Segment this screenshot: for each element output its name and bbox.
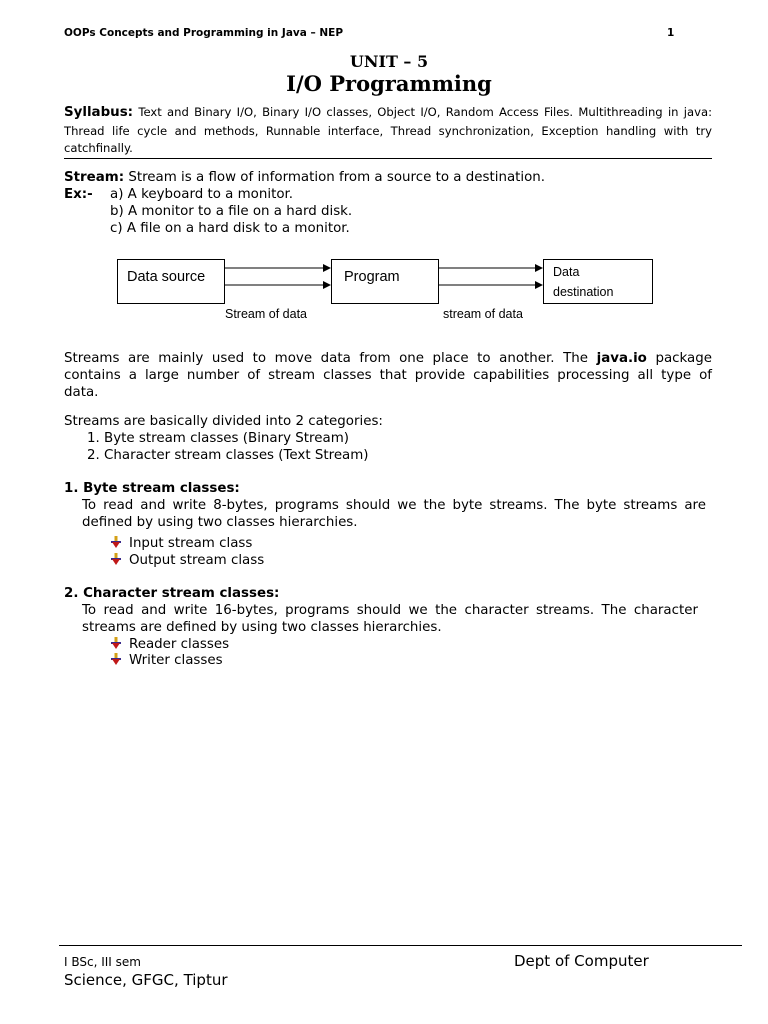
char-stream-line-2: streams are defined by using two classes hierarchies. xyxy=(82,620,442,635)
syllabus-line-1 xyxy=(64,104,712,121)
arrow-bullet-icon xyxy=(111,653,121,665)
byte-bullet-1 xyxy=(111,535,252,552)
p1-line1-post: package xyxy=(655,351,712,366)
categories-intro: Streams are basically divided into 2 categories: xyxy=(64,414,383,429)
stream-label: Stream: xyxy=(64,170,125,185)
java-io-term: java.io xyxy=(596,351,647,366)
category-item-2: 2. Character stream classes (Text Stream) xyxy=(87,448,369,463)
arrow-bullet-icon xyxy=(111,536,121,548)
footer-college: Science, GFGC, Tiptur xyxy=(64,971,228,989)
footer-course: I BSc, III sem xyxy=(64,955,141,969)
syllabus-text-1: Text and Binary I/O, Binary I/O classes, Object I/O, Random Access Files. Multithreading in java: xyxy=(138,105,712,119)
syllabus-label: Syllabus: xyxy=(64,105,134,120)
category-item-1: 1. Byte stream classes (Binary Stream) xyxy=(87,431,349,446)
byte-stream-line-1: To read and write 8-bytes, programs should we the byte streams. The byte streams are xyxy=(82,498,706,513)
destination-label-2: destination xyxy=(553,285,614,299)
footer-divider xyxy=(59,945,742,946)
page-number: 1 xyxy=(667,27,675,39)
char-bullet-1 xyxy=(111,636,229,653)
unit-number: UNIT – 5 xyxy=(349,52,429,71)
stream-diagram xyxy=(117,258,657,324)
program-label: Program xyxy=(344,269,400,285)
stream-definition xyxy=(64,169,545,186)
char-bullet-1-text: Reader classes xyxy=(129,637,230,652)
example-label: Ex:- xyxy=(64,187,93,202)
stream-arrows xyxy=(117,258,657,308)
destination-label-1: Data xyxy=(553,265,580,279)
stream-definition-text: Stream is a flow of information from a source to a destination. xyxy=(128,170,546,185)
java-io-paragraph-line-1 xyxy=(64,350,712,367)
syllabus-line-3: catchfinally. xyxy=(64,141,133,155)
arrow-bullet-icon xyxy=(111,637,121,649)
byte-stream-line-2: defined by using two classes hierarchies. xyxy=(82,515,358,530)
java-io-paragraph-line-3: data. xyxy=(64,385,99,400)
char-bullet-2-text: Writer classes xyxy=(129,653,223,668)
data-source-label: Data source xyxy=(127,269,206,285)
syllabus-line-2: Thread life cycle and methods, Runnable interface, Thread synchronization, Exception handling with try xyxy=(64,124,712,138)
byte-bullet-2-text: Output stream class xyxy=(129,553,265,568)
example-a: a) A keyboard to a monitor. xyxy=(110,187,294,202)
p1-line1-pre: Streams are mainly used to move data from one place to another. The xyxy=(64,351,589,366)
example-b: b) A monitor to a file on a hard disk. xyxy=(110,204,353,219)
char-bullet-2 xyxy=(111,652,223,669)
stream-of-data-left: Stream of data xyxy=(225,307,307,321)
char-stream-line-1: To read and write 16-bytes, programs should we the character streams. The character xyxy=(82,603,698,618)
byte-bullet-2 xyxy=(111,552,264,569)
page-title: I/O Programming xyxy=(286,71,492,96)
byte-stream-heading: 1. Byte stream classes: xyxy=(64,481,240,496)
java-io-paragraph-line-2: contains a large number of stream classes that provide capabilities processing all type of xyxy=(64,368,712,383)
char-stream-heading: 2. Character stream classes: xyxy=(64,586,280,601)
example-c: c) A file on a hard disk to a monitor. xyxy=(110,221,350,236)
byte-bullet-1-text: Input stream class xyxy=(129,536,253,551)
section-divider xyxy=(64,158,712,159)
footer-dept: Dept of Computer xyxy=(514,952,649,970)
arrow-bullet-icon xyxy=(111,553,121,565)
running-header-title: OOPs Concepts and Programming in Java – NEP xyxy=(64,27,344,39)
stream-of-data-right: stream of data xyxy=(443,307,523,321)
